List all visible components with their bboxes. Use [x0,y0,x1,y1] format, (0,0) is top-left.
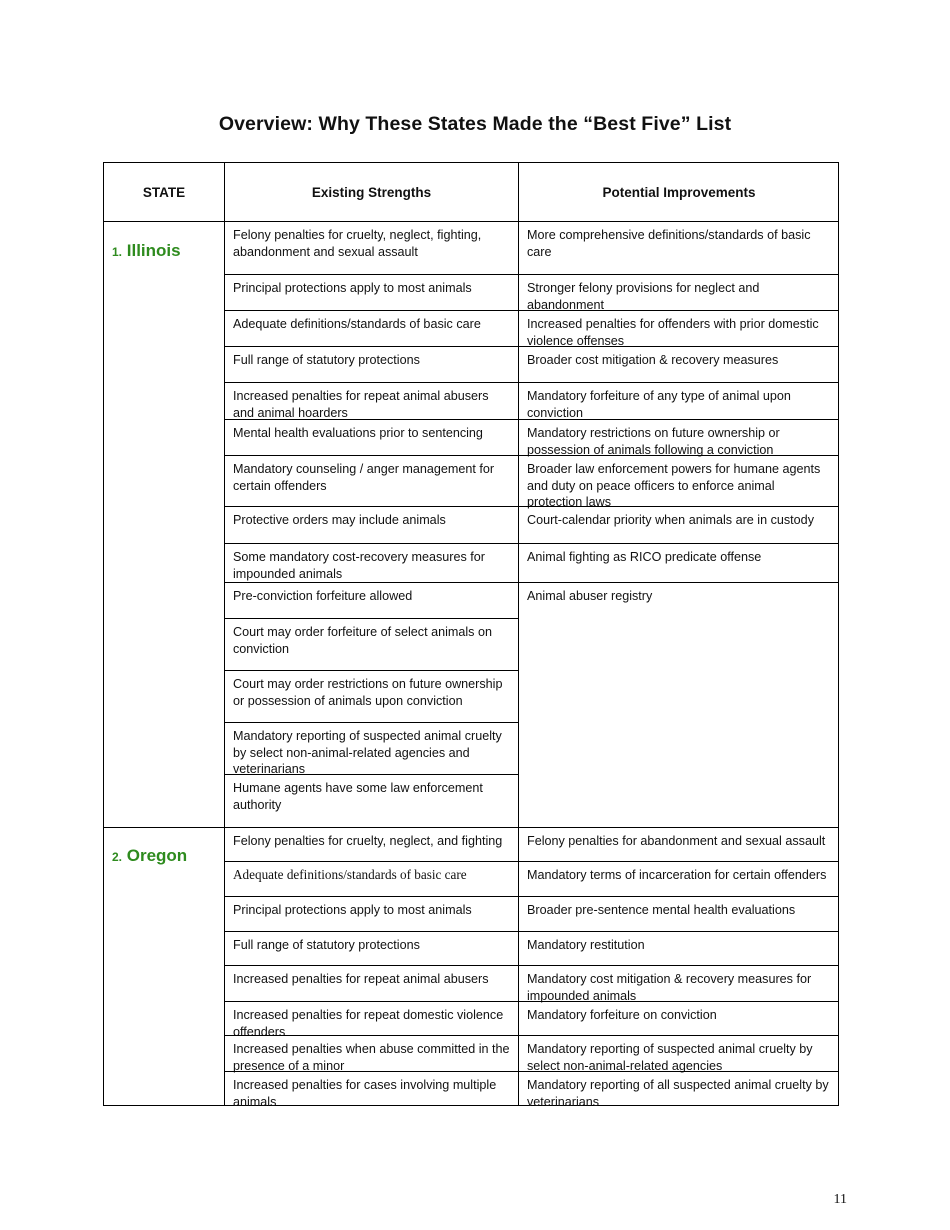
strength-cell: Full range of statutory protections [233,938,420,952]
improvement-cell: Felony penalties for abandonment and sexual assault [527,834,826,848]
improvement-cell: More comprehensive definitions/standards of basic care [527,228,811,259]
state-name: Illinois [126,241,181,260]
improvement-cell: Mandatory cost mitigation & recovery measures for impounded animals [527,972,812,1003]
state-label-illinois [112,241,181,261]
strength-cell: Mental health evaluations prior to sentencing [233,426,483,440]
strength-cell: Court may order restrictions on future ownership or possession of animals upon conviction [233,677,503,708]
strength-cell: Protective orders may include animals [233,513,446,527]
improvement-cell: Mandatory forfeiture of any type of animal upon conviction [527,389,791,420]
strength-cell: Some mandatory cost-recovery measures for impounded animals [233,550,485,581]
strength-cell: Increased penalties for repeat animal abusers [233,972,489,986]
strength-cell: Felony penalties for cruelty, neglect, and fighting [233,834,503,848]
strength-cell: Increased penalties for cases involving multiple animals [233,1078,497,1109]
page-number: 11 [833,1192,847,1207]
strength-cell: Pre-conviction forfeiture allowed [233,589,413,603]
improvement-cell: Broader law enforcement powers for humane agents and duty on peace officers to enforce animal protection laws [527,462,821,509]
strength-cell: Mandatory reporting of suspected animal cruelty by select non-animal-related agencies and veterinarians [233,729,502,776]
strength-cell: Mandatory counseling / anger management for certain offenders [233,462,495,493]
improvement-cell: Court-calendar priority when animals are in custody [527,513,814,527]
strength-cell: Felony penalties for cruelty, neglect, fighting, abandonment and sexual assault [233,228,482,259]
state-label-oregon [112,846,187,866]
improvement-cell: Broader cost mitigation & recovery measures [527,353,779,367]
improvement-cell: Stronger felony provisions for neglect and abandonment [527,281,760,312]
header-existing-strengths: Existing Strengths [311,184,432,200]
improvement-cell: Animal fighting as RICO predicate offense [527,550,762,564]
improvement-cell: Mandatory restrictions on future ownership or possession of animals following a conviction [527,426,780,457]
improvement-cell: Mandatory terms of incarceration for certain offenders [527,868,827,882]
improvement-cell: Mandatory reporting of all suspected animal cruelty by veterinarians [527,1078,829,1109]
strength-cell: Increased penalties when abuse committed in the presence of a minor [233,1042,510,1073]
header-state: STATE [142,184,186,200]
strength-cell: Adequate definitions/standards of basic care [233,317,481,331]
overview-table [103,162,839,1109]
improvement-cell: Increased penalties for offenders with prior domestic violence offenses [527,317,819,348]
strength-cell: Principal protections apply to most animals [233,281,472,295]
strength-cell: Increased penalties for repeat domestic violence offenders [233,1008,504,1039]
strength-cell: Court may order forfeiture of select animals on conviction [233,625,492,656]
improvement-cell: Mandatory reporting of suspected animal cruelty by select non-animal-related agencies [527,1042,813,1073]
strength-cell: Full range of statutory protections [233,353,420,367]
page-title: Overview: Why These States Made the “Best Five” List [218,113,732,135]
improvement-cell: Broader pre-sentence mental health evaluations [527,903,796,917]
state-number: 2. [112,850,123,864]
header-potential-improvements: Potential Improvements [602,184,756,200]
improvement-cell: Animal abuser registry [527,589,653,603]
improvement-cell: Mandatory restitution [527,938,645,952]
strength-cell: Principal protections apply to most animals [233,903,472,917]
improvement-cell: Mandatory forfeiture on conviction [527,1008,717,1022]
strength-cell: Increased penalties for repeat animal abusers and animal hoarders [233,389,489,420]
strength-cell: Adequate definitions/standards of basic care [233,867,467,882]
state-number: 1. [112,245,123,259]
state-name: Oregon [126,846,188,865]
strength-cell: Humane agents have some law enforcement authority [233,781,483,812]
